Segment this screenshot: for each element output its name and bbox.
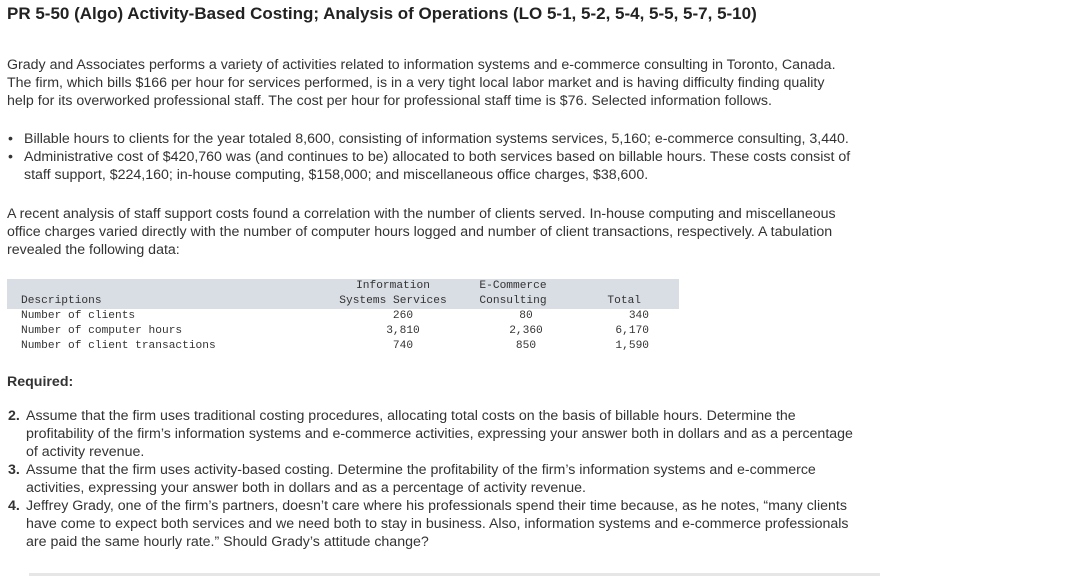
row-info-value: 260 [392,310,414,322]
questions-list [7,407,853,551]
question-text: of activity revenue. [26,444,145,460]
analysis-paragraph [7,205,836,259]
row-total-value: 340 [628,310,649,322]
intro-line: The firm, which bills $166 per hour for services performed, is in a very tight local labor market and is having difficulty finding quality [7,75,825,91]
question-item [7,407,853,461]
row-info-value: 3,810 [386,325,420,337]
bullet-icon: • [8,149,13,165]
bullet-item [7,130,850,148]
row-ecom-value: 80 [519,310,533,322]
intro-paragraph [7,56,1007,110]
row-label: Number of clients [21,310,136,322]
facts-bullet-list [7,130,850,184]
header-info-systems-line1: Information [356,280,430,292]
header-ecommerce-line2: Consulting [479,295,547,307]
analysis-line: A recent analysis of staff support costs found a correlation with the number of clients served. In-house computing and miscellaneous [7,206,836,222]
question-number: 4. [8,498,20,514]
question-text: Jeffrey Grady, one of the firm’s partners, doesn’t care where his professionals spend their time because, as he notes, “many clients [26,498,847,514]
bullet-item [7,148,850,184]
bullet-text: Billable hours to clients for the year totaled 8,600, consisting of information systems services, 5,160; e-commerce consulting, 3,440. [24,131,849,147]
bottom-divider [29,573,880,576]
header-total: Total [607,295,641,307]
question-text: Assume that the firm uses activity-based costing. Determine the profitability of the firm’s information systems and e-commerce [26,462,816,478]
row-total-value: 6,170 [615,325,649,337]
bullet-text: staff support, $224,160; in-house computing, $158,000; and miscellaneous office charges, $38,600. [24,167,649,183]
question-text: are paid the same hourly rate.” Should Grady’s attitude change? [26,534,429,550]
header-ecommerce-line1: E-Commerce [479,280,547,292]
intro-line: help for its overworked professional staff. The cost per hour for professional staff time is $76. Selected information follows. [7,93,772,109]
page-title: PR 5-50 (Algo) Activity-Based Costing; Analysis of Operations (LO 5-1, 5-2, 5-4, 5-5, 5-7, 5-10) [7,4,757,23]
question-number: 2. [8,408,20,424]
question-text: have come to expect both services and we need both to stay in business. Also, information systems and e-commerce professionals [26,516,849,532]
question-item [7,497,853,551]
header-descriptions: Descriptions [21,295,102,307]
header-info-systems-line2: Systems Services [339,295,447,307]
row-label: Number of computer hours [21,325,183,337]
analysis-line: office charges varied directly with the number of computer hours logged and number of client transactions, respectively. A tabulation [7,224,833,240]
bullet-icon: • [8,131,13,147]
row-label: Number of client transactions [21,340,216,352]
analysis-line: revealed the following data: [7,242,180,258]
question-text: profitability of the firm’s information systems and e-commerce activities, expressing your answer both in dollars and as a percentage [26,426,853,442]
row-ecom-value: 2,360 [509,325,543,337]
row-info-value: 740 [392,340,414,352]
bullet-text: Administrative cost of $420,760 was (and continues to be) allocated to both services based on billable hours. These costs consist of [24,149,851,165]
data-table [7,279,679,355]
required-heading: Required: [7,374,74,390]
intro-line: Grady and Associates performs a variety of activities related to information systems and e-commerce consulting in Toronto, Canada. [7,57,836,73]
question-item [7,461,853,497]
row-total-value: 1,590 [615,340,649,352]
question-number: 3. [8,462,20,478]
row-ecom-value: 850 [515,340,537,352]
question-text: Assume that the firm uses traditional costing procedures, allocating total costs on the basis of billable hours. Determine the [26,408,796,424]
question-text: activities, expressing your answer both in dollars and as a percentage of activity revenue. [26,480,586,496]
